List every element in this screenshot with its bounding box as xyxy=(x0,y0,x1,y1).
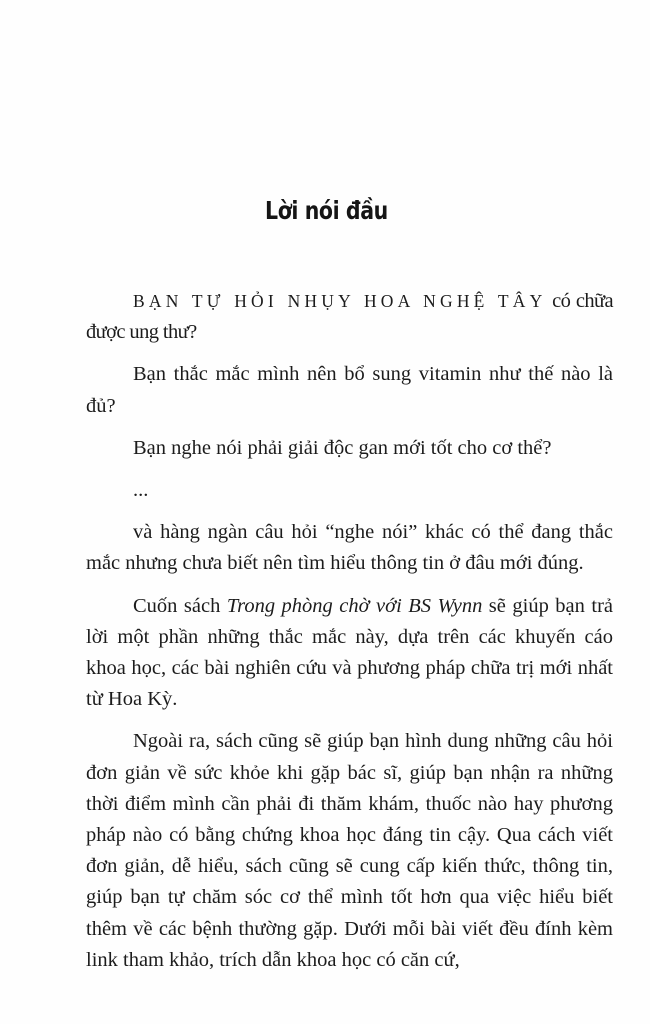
paragraph-ellipsis: ... xyxy=(133,479,149,502)
preface-body xyxy=(86,286,613,987)
paragraph-6 xyxy=(86,591,613,716)
paragraph-6-before: Cuốn sách xyxy=(133,594,227,617)
paragraph-3: Bạn nghe nói phải giải độc gan mới tốt cho cơ thể? xyxy=(133,436,552,459)
book-title: Trong phòng chờ với BS Wynn xyxy=(226,594,483,617)
page-title: Lời nói đầu xyxy=(265,196,388,225)
lead-in-caps: BẠN TỰ HỎI NHỤY HOA NGHỆ TÂY xyxy=(133,291,547,311)
paragraph-1-rest: có chữa được ung thư? xyxy=(86,290,613,344)
paragraph-6-after: sẽ giúp bạn trả lời một phần những thắc mắc này, dựa trên các khuyến cáo khoa học, các bài nghiên cứu và phương pháp chữa trị mới nhất từ Hoa Kỳ. xyxy=(86,594,614,711)
paragraph-2: Bạn thắc mắc mình nên bổ sung vitamin như thế nào là đủ? xyxy=(86,363,613,417)
paragraph-7: Ngoài ra, sách cũng sẽ giúp bạn hình dung những câu hỏi đơn giản về sức khỏe khi gặp bác sĩ, giúp bạn nhận ra những thời điểm mình cần phải đi thăm khám, thuốc nào hay phương pháp nào có bằng chứng khoa học đáng tin cậy. Qua cách viết đơn giản, dễ hiểu, sách cũng sẽ cung cấp kiến thức, thông tin, giúp bạn tự chăm sóc cơ thể mình tốt hơn qua việc hiểu biết thêm về các bệnh thường gặp. Dưới mỗi bài viết đều đính kèm link tham khảo, trích dẫn khoa học có căn cứ, xyxy=(86,730,613,971)
paragraph-1 xyxy=(86,286,613,348)
paragraph-5: và hàng ngàn câu hỏi “nghe nói” khác có thể đang thắc mắc nhưng chưa biết nên tìm hiểu thông tin ở đâu mới đúng. xyxy=(86,521,613,575)
